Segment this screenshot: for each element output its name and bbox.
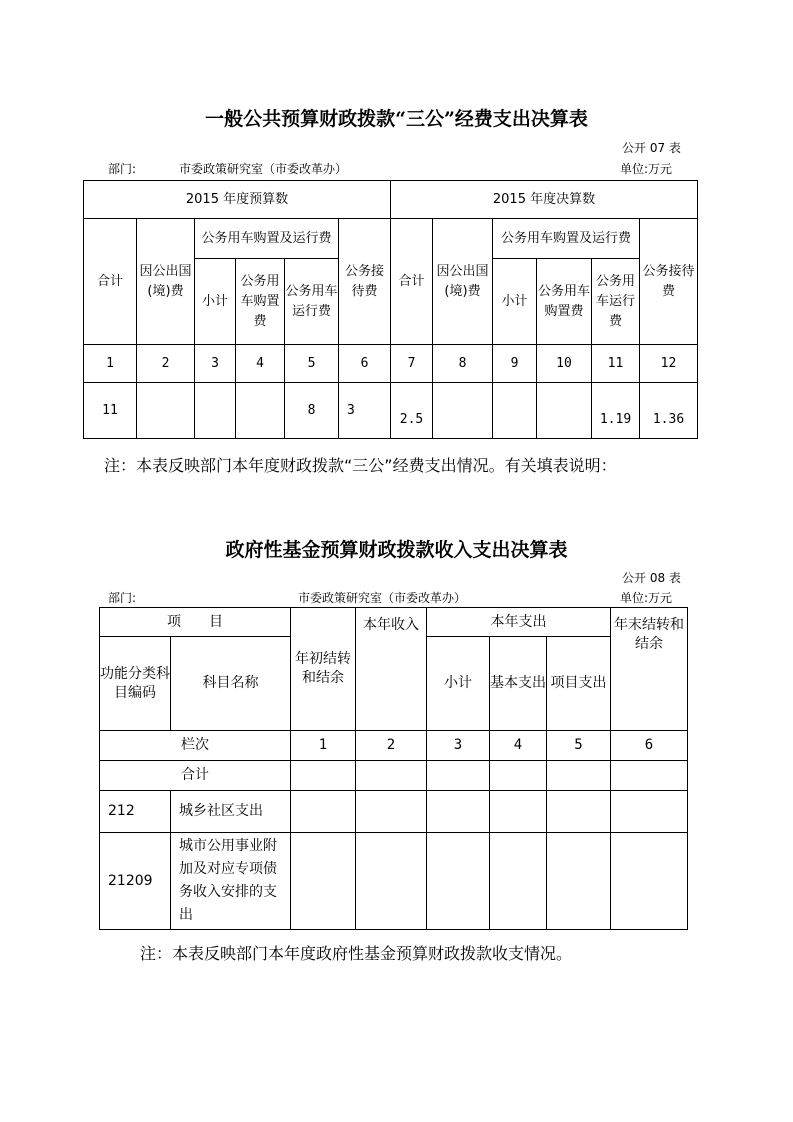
final-total-value: 2.5 — [391, 383, 433, 439]
final-subtotal-value — [493, 383, 537, 439]
budget-col-total: 合计 — [84, 219, 137, 345]
total-row — [100, 761, 688, 791]
final-col-vehicle: 公务用车购置及运行费 — [493, 219, 640, 259]
budget-purchase-value — [236, 383, 285, 439]
col-number: 4 — [490, 731, 547, 761]
final-col-subtotal: 小计 — [493, 259, 537, 345]
col-current-income: 本年收入 — [356, 608, 427, 731]
three-public-expense-table — [83, 180, 698, 439]
col-number: 10 — [537, 345, 592, 383]
col-subject-name: 科目名称 — [171, 637, 291, 731]
col-number: 6 — [611, 731, 688, 761]
row-name: 城市公用事业附加及对应专项债务收入安排的支出 — [171, 833, 291, 930]
table1-dept-name: 市委政策研究室（市委改革办） — [179, 162, 348, 176]
budget-abroad-value — [137, 383, 195, 439]
final-operate-value: 1.19 — [592, 383, 640, 439]
row-code: 212 — [100, 791, 171, 833]
col-item-header: 项 目 — [100, 608, 291, 637]
row-code: 21209 — [100, 833, 171, 930]
table2-dept-label: 部门: — [108, 591, 137, 605]
col-current-expense: 本年支出 — [427, 608, 611, 637]
final-col-reception: 公务接待费 — [640, 219, 698, 345]
budget-col-purchase: 公务用车购置费 — [236, 259, 285, 345]
table-row — [100, 791, 688, 833]
col-function-code: 功能分类科目编码 — [100, 637, 171, 731]
budget-header: 2015 年度预算数 — [84, 181, 391, 219]
budget-col-operate: 公务用车运行费 — [285, 259, 339, 345]
col-number: 9 — [493, 345, 537, 383]
col-number: 12 — [640, 345, 698, 383]
col-number: 11 — [592, 345, 640, 383]
col-number: 8 — [433, 345, 493, 383]
budget-col-vehicle: 公务用车购置及运行费 — [195, 219, 339, 259]
col-number: 1 — [291, 731, 356, 761]
lanci-label: 栏次 — [100, 731, 291, 761]
col-end-balance: 年末结转和结余 — [611, 608, 688, 731]
table1-dept-label: 部门: — [108, 162, 137, 176]
col-number: 3 — [195, 345, 236, 383]
col-expense-subtotal: 小计 — [427, 637, 490, 731]
table2-title: 政府性基金预算财政拨款收入支出决算表 — [225, 539, 568, 561]
budget-operate-value: 8 — [285, 383, 339, 439]
table1-title: 一般公共预算财政拨款“三公”经费支出决算表 — [205, 108, 588, 130]
col-number: 5 — [285, 345, 339, 383]
final-col-operate: 公务用车运行费 — [592, 259, 640, 345]
final-abroad-value — [433, 383, 493, 439]
col-begin-balance: 年初结转和结余 — [291, 608, 356, 731]
total-label: 合计 — [100, 761, 291, 791]
budget-col-reception: 公务接待费 — [339, 219, 391, 345]
table2-form-no: 公开 08 表 — [622, 571, 681, 585]
budget-col-abroad: 因公出国(境)费 — [137, 219, 195, 345]
col-number: 1 — [84, 345, 137, 383]
final-reception-value: 1.36 — [640, 383, 698, 439]
budget-reception-value: 3 — [339, 383, 391, 439]
budget-col-subtotal: 小计 — [195, 259, 236, 345]
column-number-row — [84, 345, 698, 383]
final-col-purchase: 公务用车购置费 — [537, 259, 592, 345]
col-number: 4 — [236, 345, 285, 383]
col-number: 7 — [391, 345, 433, 383]
table2-note: 注：本表反映部门本年度政府性基金预算财政拨款收支情况。 — [140, 944, 573, 963]
table-row — [100, 833, 688, 930]
col-number: 5 — [547, 731, 611, 761]
col-number: 3 — [427, 731, 490, 761]
table2-dept-name: 市委政策研究室（市委改革办） — [298, 591, 467, 605]
table2-unit: 单位:万元 — [620, 591, 673, 605]
final-purchase-value — [537, 383, 592, 439]
col-number: 2 — [356, 731, 427, 761]
budget-total-value: 11 — [84, 383, 137, 439]
col-number: 2 — [137, 345, 195, 383]
final-col-total: 合计 — [391, 219, 433, 345]
table1-note: 注：本表反映部门本年度财政拨款“三公”经费支出情况。有关填表说明： — [104, 456, 617, 475]
final-col-abroad: 因公出国(境)费 — [433, 219, 493, 345]
col-project-expense: 项目支出 — [547, 637, 611, 731]
budget-subtotal-value — [195, 383, 236, 439]
lanci-row — [100, 731, 688, 761]
value-row — [84, 383, 698, 439]
table1-unit: 单位:万元 — [620, 162, 673, 176]
government-fund-table — [99, 607, 688, 930]
row-name: 城乡社区支出 — [171, 791, 291, 833]
final-header: 2015 年度决算数 — [391, 181, 698, 219]
table1-form-no: 公开 07 表 — [622, 141, 681, 155]
col-number: 6 — [339, 345, 391, 383]
col-basic-expense: 基本支出 — [490, 637, 547, 731]
